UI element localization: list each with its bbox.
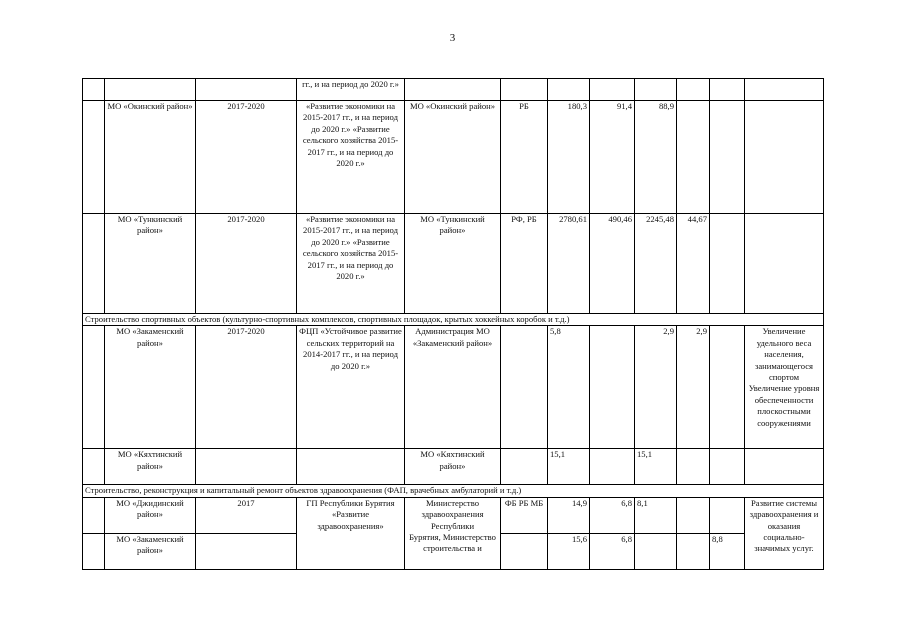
- table-row: [83, 79, 824, 101]
- total-cell: 2780,61: [548, 214, 590, 314]
- period-cell: 2017-2020: [196, 214, 297, 314]
- customer-cell: МО «Тункинский район»: [405, 214, 501, 314]
- table-row: [83, 101, 824, 214]
- customer-cell: МО «Окинский район»: [405, 101, 501, 214]
- municipality-cell: МО «Кяхтинский район»: [105, 449, 196, 485]
- year1-cell: 91,4: [590, 101, 635, 214]
- table-row: [83, 449, 824, 485]
- page-number: 3: [449, 32, 456, 44]
- period-cell: 2017: [196, 497, 297, 533]
- year2-cell: 2245,48: [635, 214, 677, 314]
- municipality-cell: МО «Джидинский район»: [105, 497, 196, 533]
- program-cell: ГП Республики Бурятия «Развитие здравоохранения»: [297, 497, 405, 569]
- year1-cell: 490,46: [590, 214, 635, 314]
- year3-cell: 2,9: [677, 326, 710, 449]
- customer-text-continued: Бурятия, Министерство строительства и: [409, 532, 496, 554]
- result-cell: Развитие системы здравоохранения и оказания социально-значимых услуг.: [745, 497, 824, 569]
- year2-cell: 8,1: [635, 497, 677, 533]
- total-cell: 5,8: [548, 326, 590, 449]
- customer-cell: МО «Кяхтинский район»: [405, 449, 501, 485]
- municipality-cell: МО «Закаменский район»: [105, 533, 196, 569]
- total-cell: 15,6: [548, 533, 590, 569]
- customer-text: Министерство здравоохранения Республики: [421, 497, 484, 531]
- customer-cell: Администрация МО «Закаменский район»: [405, 326, 501, 449]
- section-row: [83, 485, 824, 497]
- source-cell: РБ: [501, 101, 548, 214]
- table-row: [83, 326, 824, 449]
- source-cell: ФБ РБ МБ: [501, 497, 548, 533]
- municipality-cell: МО «Окинский район»: [105, 101, 196, 214]
- period-cell: 2017-2020: [196, 326, 297, 449]
- section-title: Строительство, реконструкция и капитальный ремонт объектов здравоохранения (ФАП, врачебных амбулаторий и т.д.): [83, 485, 824, 497]
- program-cell: «Развитие экономики на 2015-2017 гг., и на период до 2020 г.» «Развитие сельского хозяйства 2015-2017 гг., и на период до 2020 г.»: [297, 214, 405, 314]
- period-cell: 2017-2020: [196, 101, 297, 214]
- municipality-cell: МО «Закаменский район»: [105, 326, 196, 449]
- year2-cell: 2,9: [635, 326, 677, 449]
- municipality-cell: МО «Тункинский район»: [105, 214, 196, 314]
- year1-cell: 6,8: [590, 497, 635, 533]
- program-cell: «Развитие экономики на 2015-2017 гг., и на период до 2020 г.» «Развитие сельского хозяйства 2015-2017 гг., и на период до 2020 г.»: [297, 101, 405, 214]
- source-cell: РФ, РБ: [501, 214, 548, 314]
- total-cell: 14,9: [548, 497, 590, 533]
- section-title: Строительство спортивных объектов (культурно-спортивных комплексов, спортивных площадок, крытых хоккейных коробок и т.д.): [83, 314, 824, 326]
- year3-cell: 44,67: [677, 214, 710, 314]
- year2-cell: 88,9: [635, 101, 677, 214]
- result-cell: Увеличение удельного веса населения, занимающегося спортом Увеличение уровня обеспеченности плоскостными сооружениями: [745, 326, 824, 449]
- total-cell: 15,1: [548, 449, 590, 485]
- table-row: [83, 214, 824, 314]
- customer-cell: [405, 497, 501, 569]
- year2-cell: 15,1: [635, 449, 677, 485]
- year1-cell: 6,8: [590, 533, 635, 569]
- program-cell: гг., и на период до 2020 г.»: [297, 79, 405, 101]
- section-row: [83, 314, 824, 326]
- program-cell: ФЦП «Устойчивое развитие сельских территорий на 2014-2017 гг., и на период до 2020 г.»: [297, 326, 405, 449]
- table-row: [83, 497, 824, 533]
- program-table: [82, 78, 824, 570]
- total-cell: 180,3: [548, 101, 590, 214]
- year4-cell: 8,8: [710, 533, 745, 569]
